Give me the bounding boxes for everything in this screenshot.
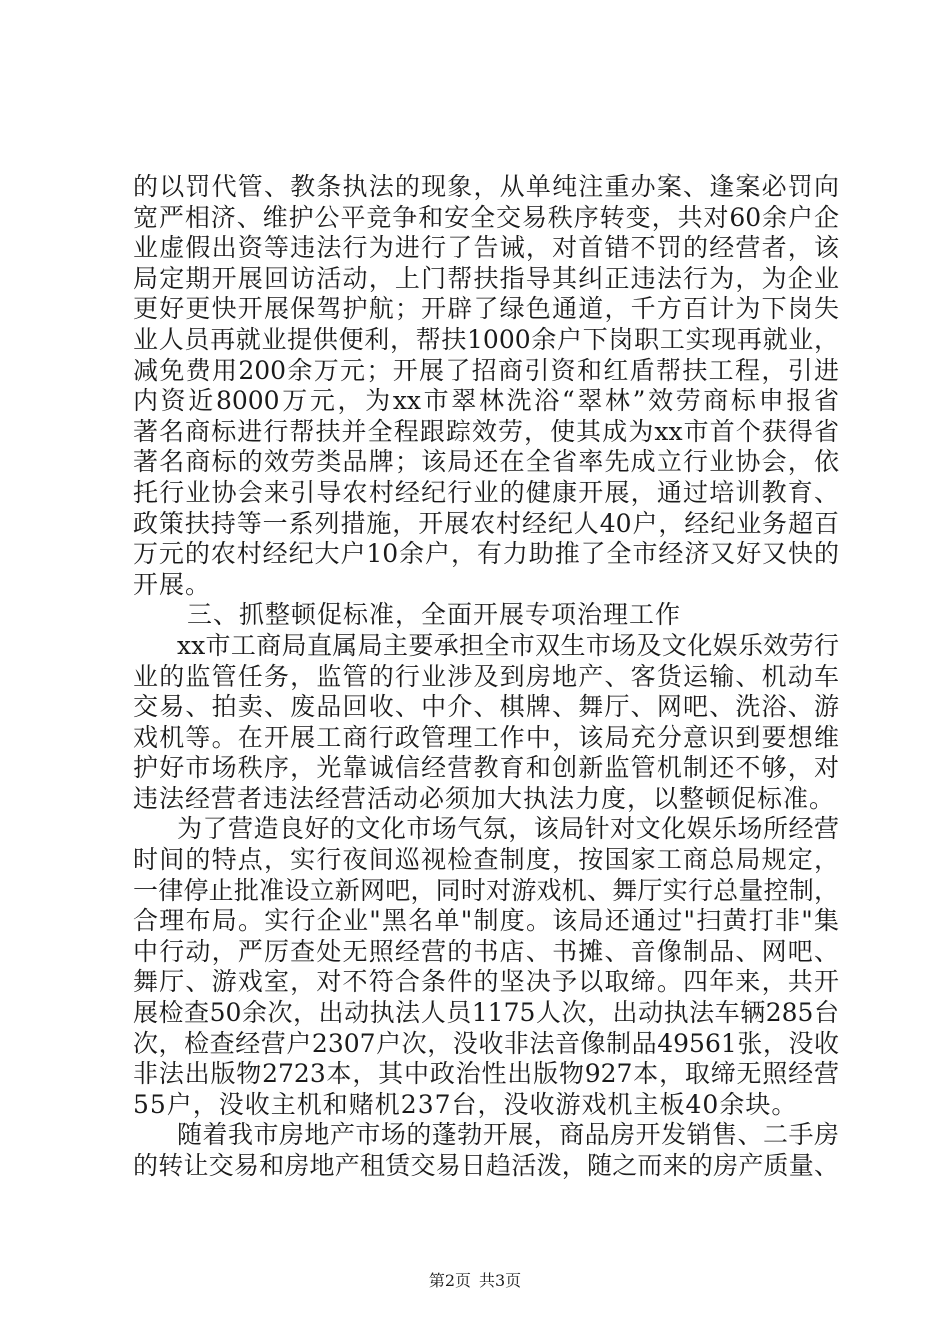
text-line: 为了营造良好的文化市场气氛，该局针对文化娱乐场所经营: [177, 814, 839, 844]
section-heading: 三、抓整顿促标准，全面开展专项治理工作: [187, 600, 682, 630]
text-line: 宽严相济、维护公平竞争和安全交易秩序转变，共对60余户企: [133, 202, 839, 232]
text-line: 开展。: [133, 569, 212, 599]
text-line: xx市工商局直属局主要承担全市双生市场及文化娱乐效劳行: [177, 630, 839, 660]
text-line: 著名商标的效劳类品牌；该局还在全省率先成立行业协会，依: [133, 447, 839, 477]
text-line: 随着我市房地产市场的蓬勃开展，商品房开发销售、二手房: [177, 1120, 839, 1150]
text-line: 托行业协会来引导农村经纪行业的健康开展，通过培训教育、: [133, 477, 839, 507]
text-line: 合理布局。实行企业"黑名单"制度。该局还通过"扫黄打非"集: [133, 906, 839, 936]
text-line: 内资近8000万元，为xx市翠林洗浴“翠林”效劳商标申报省: [133, 386, 839, 416]
text-line: 著名商标进行帮扶并全程跟踪效劳，使其成为xx市首个获得省: [133, 416, 839, 446]
text-line: 万元的农村经纪大户10余户，有力助推了全市经济又好又快的: [133, 539, 839, 569]
text-line: 展检查50余次，出动执法人员1175人次，出动执法车辆285台: [133, 998, 839, 1028]
text-line: 时间的特点，实行夜间巡视检查制度，按国家工商总局规定，: [133, 845, 839, 875]
text-line: 护好市场秩序，光靠诚信经营教育和创新监管机制还不够，对: [133, 753, 839, 783]
text-line: 非法出版物2723本，其中政治性出版物927本，取缔无照经营: [133, 1059, 839, 1089]
text-line: 交易、拍卖、废品回收、中介、棋牌、舞厅、网吧、洗浴、游: [133, 692, 839, 722]
text-line: 舞厅、游戏室，对不符合条件的坚决予以取缔。四年来，共开: [133, 967, 839, 997]
text-line: 更好更快开展保驾护航；开辟了绿色通道，千方百计为下岗失: [133, 294, 839, 324]
text-line: 戏机等。在开展工商行政管理工作中，该局充分意识到要想维: [133, 722, 839, 752]
body-text: [133, 172, 839, 1182]
text-line: 一律停止批准设立新网吧，同时对游戏机、舞厅实行总量控制，: [133, 875, 839, 905]
text-line: 的以罚代管、教条执法的现象，从单纯注重办案、逢案必罚向: [133, 172, 839, 201]
text-line: 减免费用200余万元；开展了招商引资和红盾帮扶工程，引进: [133, 355, 839, 385]
text-line: 局定期开展回访活动，上门帮扶指导其纠正违法行为，为企业: [133, 263, 839, 293]
text-line: 政策扶持等一系列措施，开展农村经纪人40户，经纪业务超百: [133, 508, 839, 538]
text-line: 业人员再就业提供便利，帮扶1000余户下岗职工实现再就业，: [133, 324, 839, 354]
text-line: 55户，没收主机和赌机237台，没收游戏机主板40余块。: [133, 1089, 798, 1119]
page-total: 共3页: [479, 1271, 522, 1290]
text-line: 违法经营者违法经营活动必须加大执法力度，以整顿促标准。: [133, 783, 836, 813]
text-line: 业的监管任务，监管的行业涉及到房地产、客货运输、机动车: [133, 661, 839, 691]
text-line: 业虚假出资等违法行为进行了告诫，对首错不罚的经营者，该: [133, 233, 839, 263]
page-footer: [0, 1270, 950, 1292]
text-line: 次，检查经营户2307户次，没收非法音像制品49561张，没收: [133, 1028, 839, 1058]
text-line: 中行动，严厉查处无照经营的书店、书摊、音像制品、网吧、: [133, 936, 839, 966]
text-line: 的转让交易和房地产租赁交易日趋活泼，随之而来的房产质量、: [133, 1151, 839, 1180]
page-number: 第2页: [428, 1271, 471, 1290]
